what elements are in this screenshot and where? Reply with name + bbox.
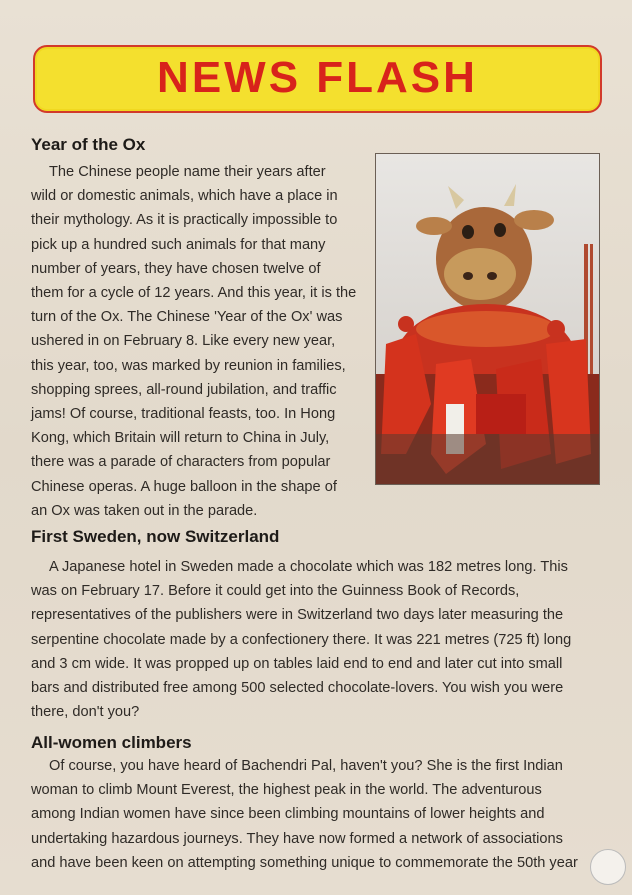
banner-title: NEWS FLASH xyxy=(157,53,478,102)
article-line: bars and distributed free among 500 selected chocolate-lovers. You wish you were xyxy=(31,680,564,697)
article-line: jams! Of course, traditional feasts, too. In Hong xyxy=(31,406,336,423)
article-line: and have been keen on attempting something unique to commemorate the 50th year xyxy=(31,854,578,871)
ox-balloon-illustration xyxy=(376,154,599,484)
article-line: there was a parade of characters from popular xyxy=(31,454,331,471)
article-line: their mythology. As it is practically impossible to xyxy=(31,212,338,229)
article-line: and 3 cm wide. It was propped up on tables laid end to end and later cut into small xyxy=(31,655,563,672)
article-line: this year, too, was marked by reunion in families, xyxy=(31,357,346,374)
article-line: ushered in on February 8. Like every new year, xyxy=(31,333,336,350)
article-line: among Indian women have since been climbing mountains of lower heights and xyxy=(31,806,545,823)
article-line: pick up a hundred such animals for that many xyxy=(31,236,326,253)
article-line: there, don't you? xyxy=(31,704,140,721)
article-line: an Ox was taken out in the parade. xyxy=(31,502,258,519)
article-line: Chinese operas. A huge balloon in the shape of xyxy=(31,478,337,495)
article-line: serpentine chocolate made by a confectionery there. It was 221 metres (725 ft) long xyxy=(31,631,572,648)
article-body-first-sweden xyxy=(31,555,598,724)
article-line: them for a cycle of 12 years. And this year, it is the xyxy=(31,285,357,302)
article-body-year-of-the-ox xyxy=(31,160,361,523)
article-line: A Japanese hotel in Sweden made a chocolate which was 182 metres long. This xyxy=(49,559,568,575)
ox-balloon-parade-photo xyxy=(375,153,600,485)
article-line: Kong, which Britain will return to China in July, xyxy=(31,430,330,447)
article-line: woman to climb Mount Everest, the highest peak in the world. The adventurous xyxy=(31,782,542,799)
article-line: wild or domestic animals, which have a place in xyxy=(31,188,338,205)
article-line: The Chinese people name their years after xyxy=(49,164,326,180)
article-body-all-women-climbers xyxy=(31,754,598,875)
article-heading-year-of-the-ox: Year of the Ox xyxy=(31,135,146,154)
article-heading-all-women-climbers: All-women climbers xyxy=(31,733,192,752)
article-line: undertaking hazardous journeys. They have now formed a network of associations xyxy=(31,830,563,847)
article-line: number of years, they have chosen twelve of xyxy=(31,260,321,277)
article-line: turn of the Ox. The Chinese 'Year of the Ox' was xyxy=(31,309,343,326)
article-line: shopping sprees, all-round jubilation, and traffic xyxy=(31,381,337,398)
article-line: representatives of the publishers were in Switzerland two days later measuring the xyxy=(31,607,564,624)
news-flash-banner xyxy=(33,45,602,113)
article-line: Of course, you have heard of Bachendri Pal, haven't you? She is the first Indian xyxy=(49,758,563,774)
article-heading-first-sweden: First Sweden, now Switzerland xyxy=(31,527,280,546)
watermark-logo-icon xyxy=(590,849,626,885)
article-line: was on February 17. Before it could get into the Guinness Book of Records, xyxy=(31,583,520,600)
